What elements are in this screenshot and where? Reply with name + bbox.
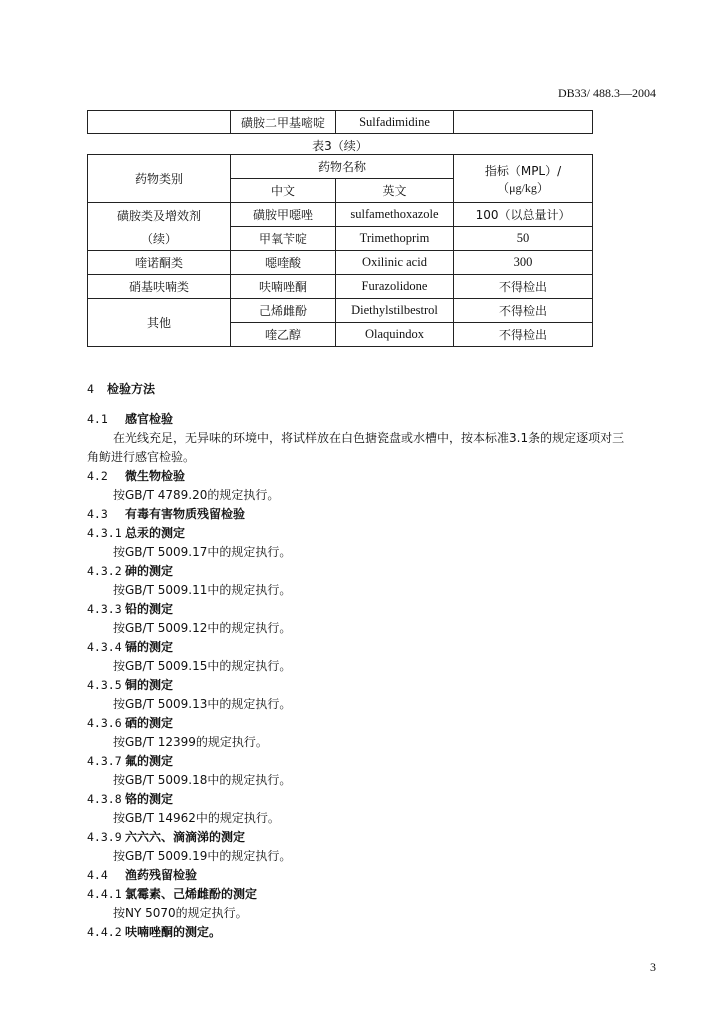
clause-heading <box>87 923 657 942</box>
clause-text: 按GB/T 14962中的规定执行。 <box>113 811 280 825</box>
clause-heading <box>87 505 657 524</box>
header-mpl-line2: （μg/kg） <box>497 180 549 195</box>
clause-number: 4.3.3 <box>87 602 122 616</box>
clause-number: 4.3.2 <box>87 564 122 578</box>
clause-text: 按GB/T 5009.12中的规定执行。 <box>113 621 292 635</box>
clause-number: 4.3.5 <box>87 678 122 692</box>
standard-number: DB33/ 488.3—2004 <box>557 86 656 100</box>
clause-text: 按GB/T 5009.18中的规定执行。 <box>113 773 292 787</box>
category-cell <box>88 203 231 251</box>
table-cell-empty <box>88 111 231 134</box>
category-label-cont: （续） <box>140 231 177 246</box>
clause-text: 按GB/T 4789.20的规定执行。 <box>113 488 280 502</box>
clause-title: 呋喃唑酮的测定。 <box>125 925 222 939</box>
drug-en: Trimethoprim <box>336 227 454 251</box>
clause-text-cont: 角鲂进行感官检验。 <box>87 450 196 464</box>
clause-title: 渔药残留检验 <box>125 868 198 882</box>
drug-cn: 磺胺甲噁唑 <box>231 203 336 227</box>
drug-en: Oxilinic acid <box>336 251 454 275</box>
clause-title: 氟的测定 <box>125 754 174 768</box>
clause-number: 4.3.8 <box>87 792 122 806</box>
section-4-body <box>87 380 657 942</box>
clause-heading <box>87 714 657 733</box>
residue-limits-table <box>87 154 593 347</box>
clause-number: 4.4.1 <box>87 887 122 901</box>
table-row <box>88 251 593 275</box>
clause-title: 砷的测定 <box>125 564 174 578</box>
clause-title: 铬的测定 <box>125 792 174 806</box>
clause-title: 硒的测定 <box>125 716 174 730</box>
section-title: 检验方法 <box>107 382 156 396</box>
clause-heading <box>87 600 657 619</box>
category-label: 磺胺类及增效剂 <box>116 208 201 223</box>
drug-cn: 噁喹酸 <box>231 251 336 275</box>
clause-heading <box>87 866 657 885</box>
clause-number: 4.3.6 <box>87 716 122 730</box>
header-en: 英文 <box>336 179 454 203</box>
clause-number: 4.2 <box>87 469 108 483</box>
table-header-row <box>88 155 593 179</box>
drug-mpl: 100（以总量计） <box>454 203 593 227</box>
table-cell <box>454 111 593 134</box>
category-cell: 喹诺酮类 <box>88 251 231 275</box>
page-number: 3 <box>650 960 656 974</box>
table-row <box>88 203 593 227</box>
table-row <box>88 111 593 134</box>
drug-mpl: 不得检出 <box>454 323 593 347</box>
drug-cn: 甲氧苄啶 <box>231 227 336 251</box>
clause-title: 铅的测定 <box>125 602 174 616</box>
clause-number: 4.3.4 <box>87 640 122 654</box>
clause-title: 总汞的测定 <box>125 526 186 540</box>
header-mpl-line1: 指标（MPL）/ <box>484 163 562 178</box>
clause-title: 镉的测定 <box>125 640 174 654</box>
table-row <box>88 275 593 299</box>
table-continuation-top <box>87 110 593 134</box>
header-drug-name: 药物名称 <box>231 155 454 179</box>
category-cell: 硝基呋喃类 <box>88 275 231 299</box>
drug-en: Furazolidone <box>336 275 454 299</box>
drug-mpl: 300 <box>454 251 593 275</box>
clause-text: 按NY 5070的规定执行。 <box>113 906 248 920</box>
clause-number: 4.3.1 <box>87 526 122 540</box>
table-caption: 表3（续） <box>312 139 368 153</box>
clause-heading <box>87 885 657 904</box>
header-cn: 中文 <box>231 179 336 203</box>
clause-heading <box>87 752 657 771</box>
drug-mpl: 50 <box>454 227 593 251</box>
clause-heading <box>87 676 657 695</box>
clause-title: 氯霉素、己烯雌酚的测定 <box>125 887 258 901</box>
table-row <box>88 299 593 323</box>
clause-number: 4.3.9 <box>87 830 122 844</box>
category-cell: 其他 <box>88 299 231 347</box>
drug-cn: 呋喃唑酮 <box>231 275 336 299</box>
clause-title: 微生物检验 <box>125 469 186 483</box>
clause-heading <box>87 790 657 809</box>
clause-text: 按GB/T 12399的规定执行。 <box>113 735 268 749</box>
clause-text: 按GB/T 5009.15中的规定执行。 <box>113 659 292 673</box>
drug-cn: 喹乙醇 <box>231 323 336 347</box>
drug-cn: 己烯雌酚 <box>231 299 336 323</box>
clause-text: 按GB/T 5009.11中的规定执行。 <box>113 583 292 597</box>
clause-number: 4.4.2 <box>87 925 122 939</box>
clause-heading <box>87 638 657 657</box>
drug-en: sulfamethoxazole <box>336 203 454 227</box>
clause-number: 4.3.7 <box>87 754 122 768</box>
clause-heading <box>87 828 657 847</box>
clause-heading <box>87 467 657 486</box>
drug-en: Diethylstilbestrol <box>336 299 454 323</box>
clause-title: 有毒有害物质残留检验 <box>125 507 246 521</box>
clause-heading <box>87 524 657 543</box>
header-category: 药物类别 <box>88 155 231 203</box>
clause-number: 4.3 <box>87 507 108 521</box>
drug-mpl: 不得检出 <box>454 299 593 323</box>
table-cell: 磺胺二甲基嘧啶 <box>231 111 336 134</box>
clause-heading <box>87 562 657 581</box>
clause-text: 按GB/T 5009.19中的规定执行。 <box>113 849 292 863</box>
clause-number: 4.4 <box>87 868 108 882</box>
clause-title: 感官检验 <box>125 412 174 426</box>
drug-en: Olaquindox <box>336 323 454 347</box>
clause-text: 按GB/T 5009.17中的规定执行。 <box>113 545 292 559</box>
clause-number: 4.1 <box>87 412 108 426</box>
clause-heading <box>87 410 657 429</box>
clause-text: 在光线充足，无异味的环境中，将试样放在白色搪瓷盘或水槽中，按本标准3.1条的规定逐项对三 <box>113 431 625 445</box>
clause-title: 六六六、滴滴涕的测定 <box>125 830 246 844</box>
clause-text: 按GB/T 5009.13中的规定执行。 <box>113 697 292 711</box>
clause-title: 铜的测定 <box>125 678 174 692</box>
section-number: 4 <box>87 382 94 396</box>
section-heading <box>87 380 657 399</box>
header-mpl <box>454 155 593 203</box>
table-cell: Sulfadimidine <box>336 111 454 134</box>
drug-mpl: 不得检出 <box>454 275 593 299</box>
